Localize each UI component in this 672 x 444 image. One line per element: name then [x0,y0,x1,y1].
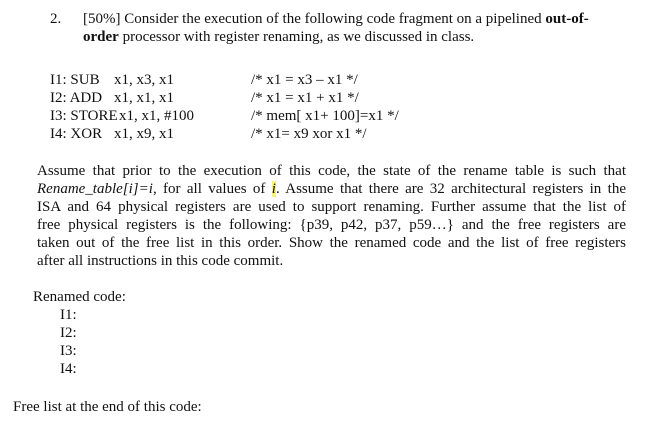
code-label: I4: XOR [50,126,103,142]
renamed-slot: I1: [60,307,77,323]
highlighted-variable: i [271,181,276,197]
code-fragment [50,71,470,143]
free-list-label: Free list at the end of this code: [13,399,202,415]
renamed-code-section [33,288,126,306]
question-header [50,10,650,46]
code-comment: /* x1 = x1 + x1 */ [251,90,359,106]
code-line [50,71,470,89]
renamed-slot: I4: [60,361,77,377]
code-line [50,89,470,107]
code-line [50,107,470,125]
code-label: I1: SUB [50,72,100,88]
paragraph-line: free physical registers is the following: {p39, p42, p37, p59…} and the free registers are [37,217,626,233]
code-label: I2: ADD [50,90,103,106]
paragraph-line: taken out of the free list in this order. Show the renamed code and the list of free registers [37,235,626,251]
paragraph-line: Rename_table[i]=i, for all values of i. Assume that there are 32 architectural registers in the [37,181,626,197]
paragraph-line: after all instructions in this code commit. [37,253,284,269]
code-comment: /* x1= x9 xor x1 */ [251,126,367,142]
renamed-slot: I3: [60,343,77,359]
paragraph-line: ISA and 64 physical registers are used to support renaming. Further assume that the list of [37,199,626,215]
problem-paragraph [37,162,626,270]
code-operands: x1, x9, x1 [114,126,174,142]
code-operands: x1, x3, x1 [114,72,174,88]
code-label: I3: STORE [50,108,118,124]
question-bold-1: out-of- [545,11,589,27]
code-operands: x1, x1, #100 [119,108,194,124]
question-number: 2. [50,11,62,27]
renamed-slot: I2: [60,325,77,341]
rename-table-expr: Rename_table[i]=i [37,181,153,197]
question-bold-2: order [83,29,119,45]
question-suffix: processor with register renaming, as we discussed in class. [118,29,475,45]
code-line [50,125,470,143]
question-prefix: [50%] Consider the execution of the following code fragment on a pipelined [83,11,546,27]
renamed-code-title: Renamed code: [33,289,126,305]
paragraph-line: Assume that prior to the execution of this code, the state of the rename table is such that [37,163,626,179]
code-comment: /* x1 = x3 – x1 */ [251,72,358,88]
code-operands: x1, x1, x1 [114,90,174,106]
code-comment: /* mem[ x1+ 100]=x1 */ [251,108,399,124]
